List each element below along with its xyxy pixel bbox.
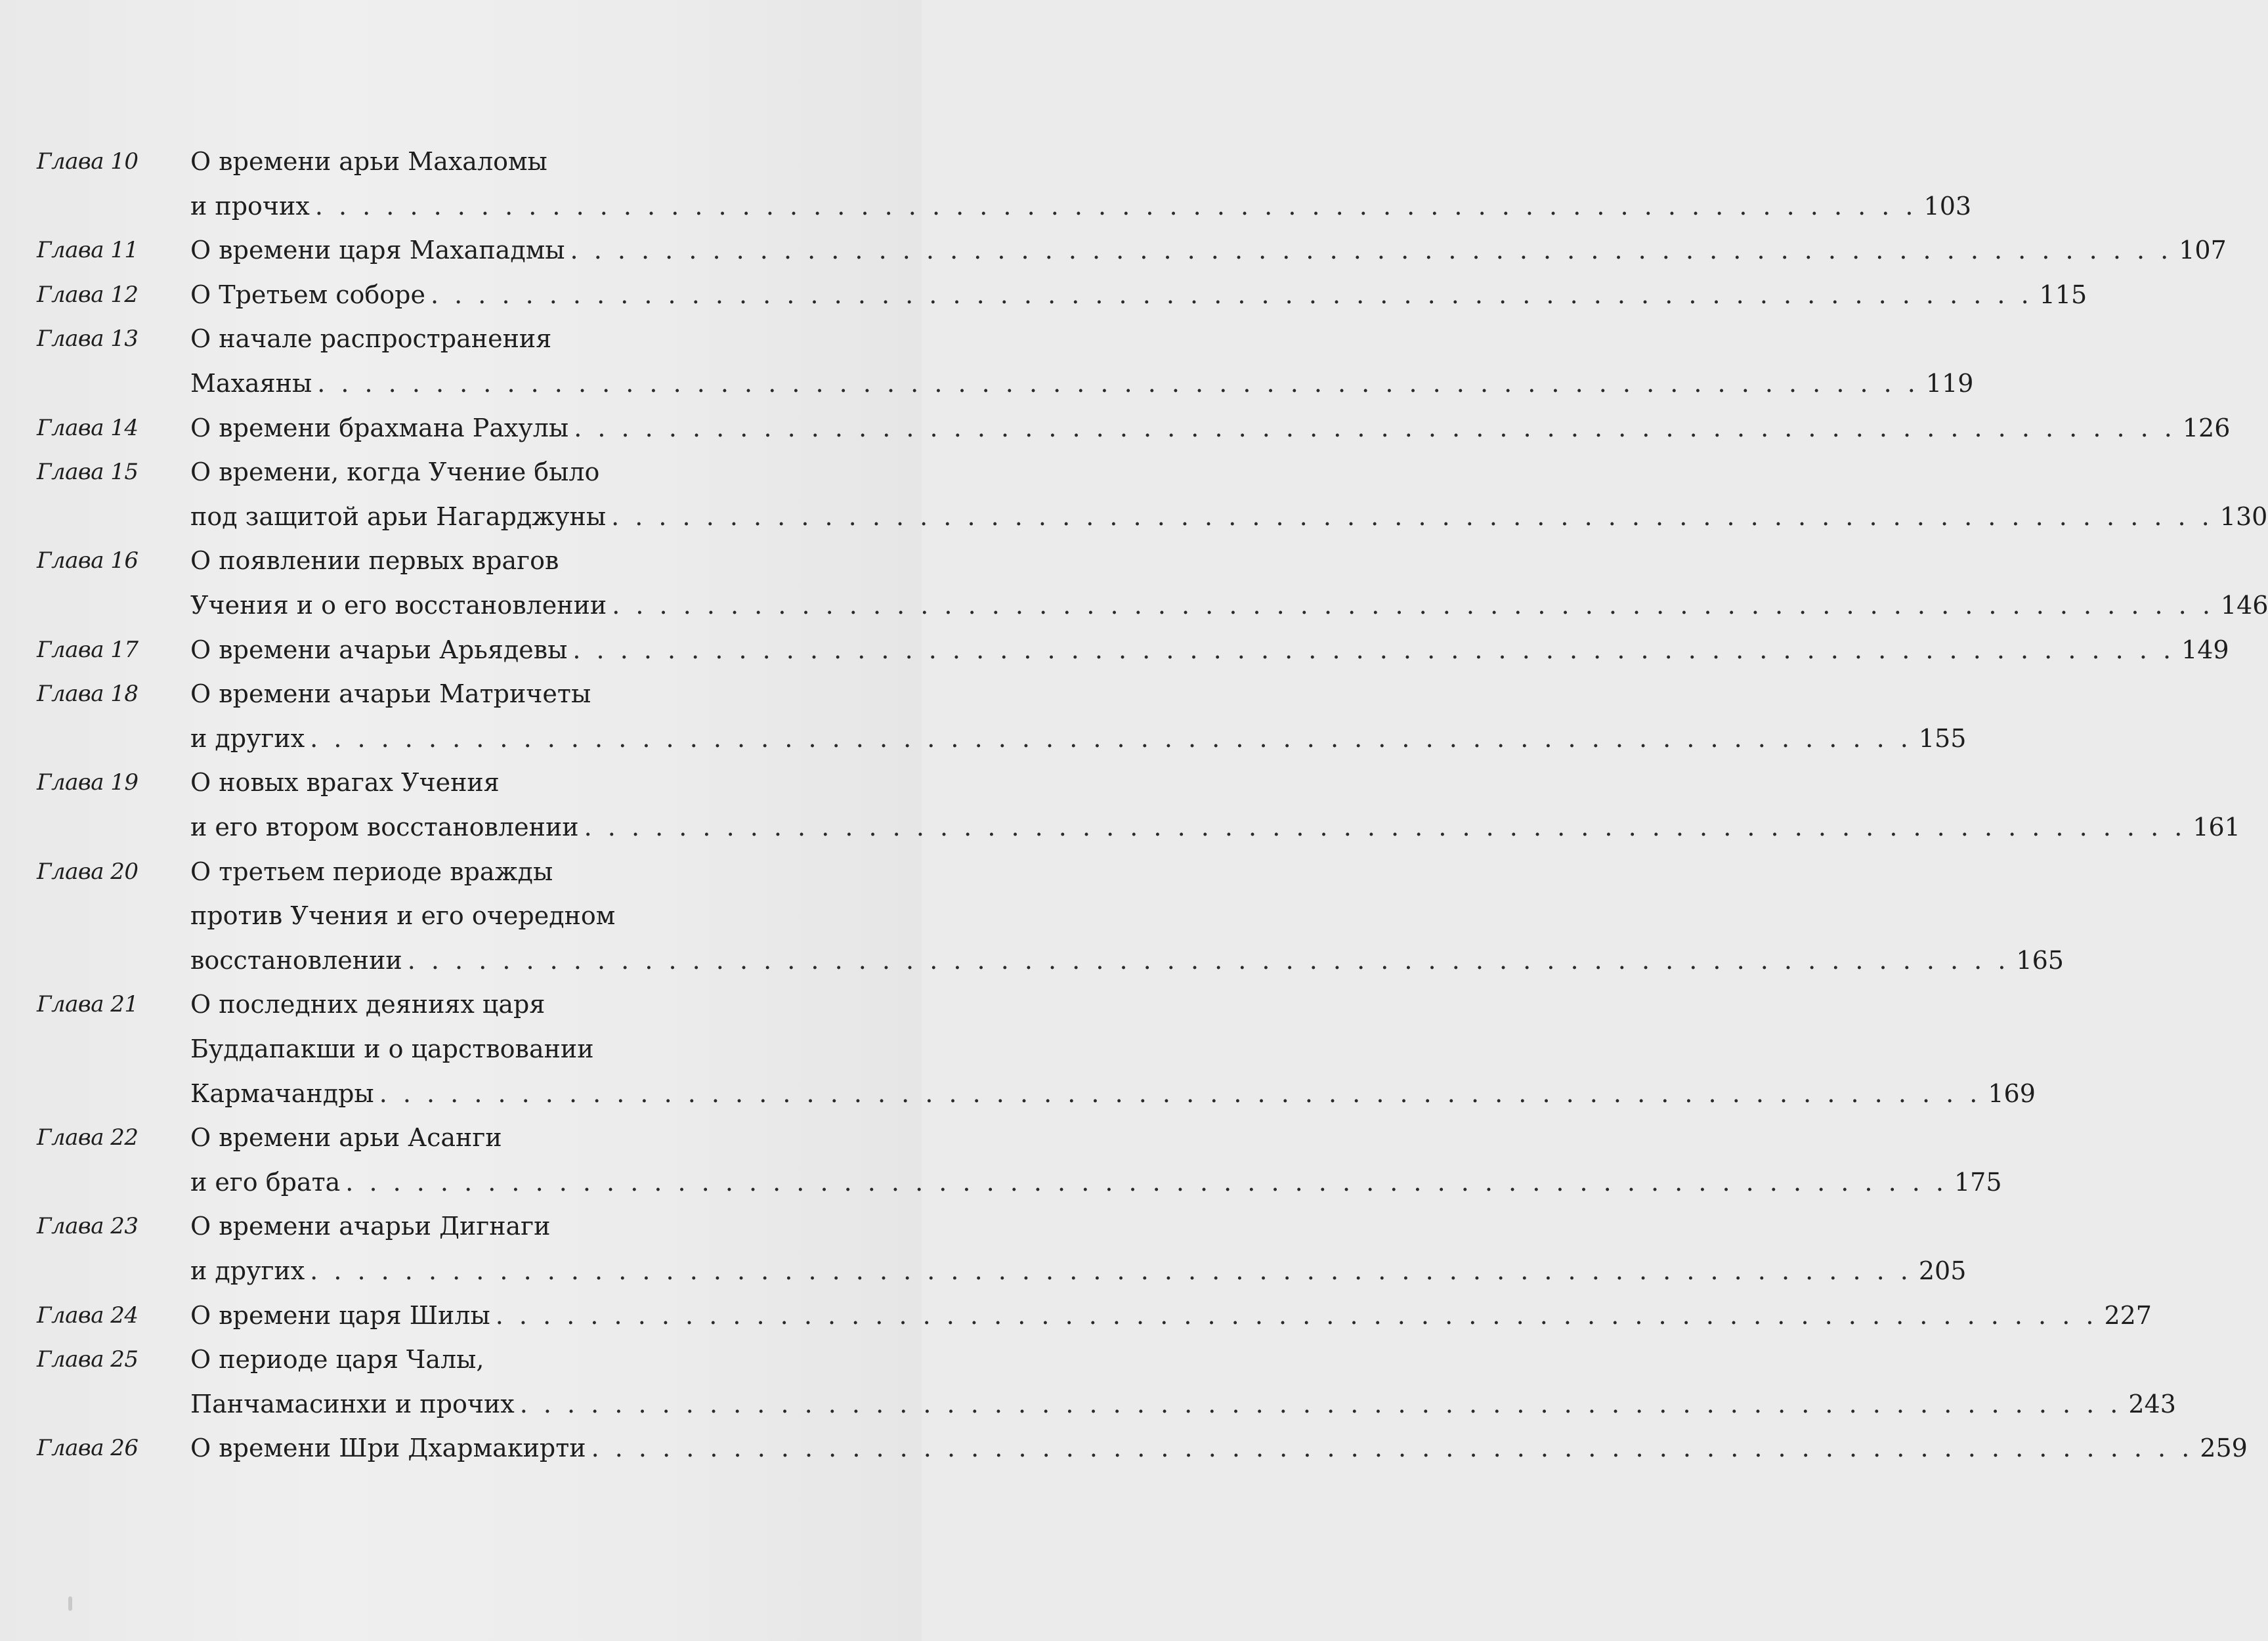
page-number: 146 [2220, 591, 2268, 620]
toc-entry-last-line[interactable] [190, 1074, 2036, 1113]
entry-title-line: О времени Шри Дхармакирти [190, 1434, 586, 1463]
leader-dots: . . . . . . . . . . . . . . . . . . . . . . . . . . . . . . . . . . . . . . . . . . . . . . . . . . . . . . . . . . . . . . . . . . . . [611, 501, 2214, 531]
chapter-label: Глава 22 [37, 1124, 139, 1151]
paper-smudge [68, 1596, 72, 1611]
chapter-label: Глава 10 [37, 148, 139, 175]
page-number: 130 [2219, 501, 2268, 531]
entry-title-line: О появлении первых врагов [190, 546, 559, 576]
page-number: 119 [1925, 369, 1974, 398]
chapter-label: Глава 11 [37, 237, 139, 264]
entry-title-line: Учения и о его восстановлении [190, 591, 607, 620]
toc-entry-last-line[interactable] [190, 586, 2268, 625]
leader-dots: . . . . . . . . . . . . . . . . . . . . . . . . . . . . . . . . . . . . . . . . . . . . . . . . . . . . . . . . . . . . . . . . . . . . [584, 813, 2187, 842]
entry-title-line: Кармачандры [190, 1078, 374, 1108]
toc-entry-last-line[interactable] [190, 364, 1974, 403]
page-number: 165 [2016, 945, 2064, 975]
leader-dots: . . . . . . . . . . . . . . . . . . . . . . . . . . . . . . . . . . . . . . . . . . . . . . . . . . . . . . . . . . . . . . . . . . . . [570, 236, 2173, 265]
chapter-label: Глава 18 [37, 681, 139, 708]
toc-entry-last-line[interactable] [190, 230, 2227, 270]
page-number: 107 [2179, 236, 2227, 265]
leader-dots: . . . . . . . . . . . . . . . . . . . . . . . . . . . . . . . . . . . . . . . . . . . . . . . . . . . . . . . . . . . . . . . . . . . . [430, 280, 2033, 309]
entry-title-line: О Третьем соборе [190, 280, 425, 309]
toc-entry-last-line[interactable] [190, 719, 1967, 758]
entry-title-line: Панчамасинхи и прочих [190, 1389, 515, 1418]
leader-dots: . . . . . . . . . . . . . . . . . . . . . . . . . . . . . . . . . . . . . . . . . . . . . . . . . . . . . . . . . . . . . . . . . . . . [407, 945, 2010, 975]
chapter-label: Глава 15 [37, 459, 139, 486]
leader-dots: . . . . . . . . . . . . . . . . . . . . . . . . . . . . . . . . . . . . . . . . . . . . . . . . . . . . . . . . . . . . . . . . . . . . [495, 1300, 2098, 1330]
entry-title-line: О времени царя Шилы [190, 1300, 490, 1330]
page-number: 169 [1988, 1078, 2036, 1108]
leader-dots: . . . . . . . . . . . . . . . . . . . . . . . . . . . . . . . . . . . . . . . . . . . . . . . . . . . . . . . . . . . . . . . . . . . . [310, 1256, 1912, 1285]
entry-title-line: О времени арьи Асанги [190, 1123, 502, 1153]
chapter-label: Глава 13 [37, 326, 139, 352]
page-number: 227 [2104, 1300, 2152, 1330]
entry-title-line: под защитой арьи Нагарджуны [190, 501, 607, 531]
toc-entry-last-line[interactable] [190, 275, 2087, 314]
toc-entry-last-line[interactable] [190, 1296, 2152, 1335]
entry-title-line: О новых врагах Учения [190, 768, 500, 798]
entry-title-line: и прочих [190, 191, 310, 221]
entry-title-line: О начале распространения [190, 324, 552, 354]
leader-dots: . . . . . . . . . . . . . . . . . . . . . . . . . . . . . . . . . . . . . . . . . . . . . . . . . . . . . . . . . . . . . . . . . . . . [574, 413, 2176, 442]
entry-title-line: и его брата [190, 1167, 341, 1197]
toc-entry-last-line[interactable] [190, 1251, 1967, 1290]
toc-entry-last-line[interactable] [190, 186, 1972, 226]
page-number: 115 [2039, 280, 2087, 309]
entry-title-line: О времени ачарьи Арьядевы [190, 635, 568, 664]
page-number: 103 [1923, 191, 1972, 221]
chapter-label: Глава 23 [37, 1213, 139, 1240]
page-number: 126 [2182, 413, 2231, 442]
chapter-label: Глава 26 [37, 1435, 139, 1462]
chapter-label: Глава 16 [37, 547, 139, 574]
toc-entry-last-line[interactable] [190, 807, 2240, 847]
leader-dots: . . . . . . . . . . . . . . . . . . . . . . . . . . . . . . . . . . . . . . . . . . . . . . . . . . . . . . . . . . . . . . . . . . . . [591, 1434, 2194, 1463]
entry-title-line: О времени ачарьи Дигнаги [190, 1212, 551, 1241]
toc-entry-last-line[interactable] [190, 941, 2064, 980]
page-number: 205 [1918, 1256, 1967, 1285]
leader-dots: . . . . . . . . . . . . . . . . . . . . . . . . . . . . . . . . . . . . . . . . . . . . . . . . . . . . . . . . . . . . . . . . . . . . [310, 723, 1912, 753]
leader-dots: . . . . . . . . . . . . . . . . . . . . . . . . . . . . . . . . . . . . . . . . . . . . . . . . . . . . . . . . . . . . . . . . . . . . [317, 369, 1919, 398]
entry-title-line: О третьем периоде вражды [190, 857, 553, 886]
entry-title-line: О времени арьи Махаломы [190, 147, 547, 176]
leader-dots: . . . . . . . . . . . . . . . . . . . . . . . . . . . . . . . . . . . . . . . . . . . . . . . . . . . . . . . . . . . . . . . . . . . . [314, 191, 1917, 221]
entry-title-line: О времени царя Махападмы [190, 236, 565, 265]
toc-entry-last-line[interactable] [190, 1384, 2176, 1424]
entry-title-line: против Учения и его очередном [190, 901, 616, 931]
leader-dots: . . . . . . . . . . . . . . . . . . . . . . . . . . . . . . . . . . . . . . . . . . . . . . . . . . . . . . . . . . . . . . . . . . . . [345, 1167, 1948, 1197]
toc-entry-last-line[interactable] [190, 497, 2268, 536]
page-number: 243 [2128, 1389, 2176, 1418]
page-number: 175 [1954, 1167, 2002, 1197]
entry-title-line: О времени брахмана Рахулы [190, 413, 569, 442]
leader-dots: . . . . . . . . . . . . . . . . . . . . . . . . . . . . . . . . . . . . . . . . . . . . . . . . . . . . . . . . . . . . . . . . . . . . [379, 1078, 1982, 1108]
entry-title-line: О времени, когда Учение было [190, 458, 600, 487]
entry-title-line: Махаяны [190, 369, 312, 398]
entry-title-line: и других [190, 1256, 305, 1285]
toc-entry-last-line[interactable] [190, 1428, 2248, 1468]
page-number: 161 [2193, 813, 2240, 842]
chapter-label: Глава 24 [37, 1302, 139, 1329]
chapter-label: Глава 25 [37, 1346, 139, 1373]
entry-title-line: О времени ачарьи Матричеты [190, 679, 591, 709]
entry-title-line: О периоде царя Чалы, [190, 1345, 484, 1375]
chapter-label: Глава 20 [37, 858, 139, 885]
chapter-label: Глава 17 [37, 636, 139, 663]
entry-title-line: Буддапакши и о царствовании [190, 1034, 594, 1063]
entry-title-line: и других [190, 723, 305, 753]
page-number: 259 [2200, 1434, 2248, 1463]
toc-entry-last-line[interactable] [190, 630, 2229, 670]
entry-title-line: О последних деяниях царя [190, 990, 546, 1019]
toc-entry-last-line[interactable] [190, 408, 2231, 448]
chapter-label: Глава 12 [37, 281, 139, 308]
leader-dots: . . . . . . . . . . . . . . . . . . . . . . . . . . . . . . . . . . . . . . . . . . . . . . . . . . . . . . . . . . . . . . . . . . . . [572, 635, 2175, 664]
chapter-label: Глава 14 [37, 414, 139, 441]
entry-title-line: восстановлении [190, 945, 402, 975]
toc-entry-last-line[interactable] [190, 1162, 2002, 1202]
chapter-label: Глава 19 [37, 769, 139, 796]
entry-title-line: и его втором восстановлении [190, 813, 579, 842]
leader-dots: . . . . . . . . . . . . . . . . . . . . . . . . . . . . . . . . . . . . . . . . . . . . . . . . . . . . . . . . . . . . . . . . . . . . [519, 1389, 2122, 1418]
leader-dots: . . . . . . . . . . . . . . . . . . . . . . . . . . . . . . . . . . . . . . . . . . . . . . . . . . . . . . . . . . . . . . . . . . . . [612, 591, 2214, 620]
page-number: 155 [1918, 723, 1967, 753]
page-number: 149 [2181, 635, 2229, 664]
chapter-label: Глава 21 [37, 991, 139, 1018]
